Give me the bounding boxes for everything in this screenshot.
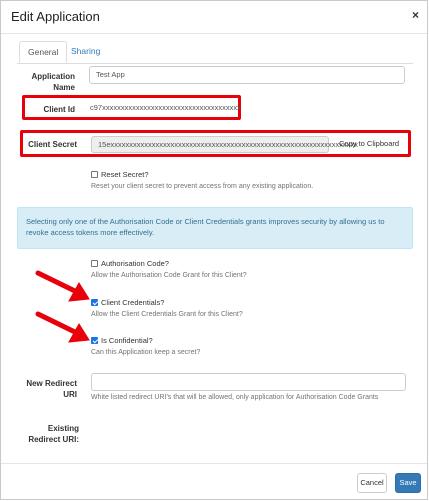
redirect-uri-label: New Redirect URI [26,379,77,399]
client-id-label: Client Id [43,105,75,114]
save-button[interactable]: Save [395,473,421,493]
client-secret-label: Client Secret [28,140,77,149]
arrow-client-credentials [38,273,89,301]
confidential-label: Is Confidential? [101,336,153,345]
cancel-button[interactable]: Cancel [357,473,387,493]
app-name-label: Application Name [31,72,75,92]
app-name-input[interactable]: Test App [89,66,405,84]
copy-to-clipboard-button[interactable]: Copy to Clipboard [339,139,400,148]
reset-secret-help: Reset your client secret to prevent access from any existing application. [91,183,314,190]
reset-secret-label: Reset Secret? [101,170,149,179]
redirect-uri-input[interactable] [91,373,406,391]
existing-redirect-label: Existing Redirect URI: [28,424,79,444]
security-info-alert: Selecting only one of the Authorisation Code or Client Credentials grants improves security by allowing us to revoke access tokens more effectively. [17,207,413,249]
client-id-value: c97xxxxxxxxxxxxxxxxxxxxxxxxxxxxxxxxxxxxx [85,99,235,115]
dialog-footer-divider [1,463,427,464]
auth-code-label: Authorisation Code? [101,259,169,268]
client-credentials-help: Allow the Client Credentials Grant for this Client? [91,311,243,318]
client-secret-input[interactable]: 15exxxxxxxxxxxxxxxxxxxxxxxxxxxxxxxxxxxxxxxxxxxxxxxxxxxxxxxxxxxxxxxxxx [91,136,329,153]
dialog-title: Edit Application [11,9,100,24]
close-icon[interactable]: × [411,8,419,22]
redirect-uri-help: White listed redirect URI's that will be allowed, only application for Authorisation Code Grants [91,394,379,401]
client-credentials-label: Client Credentials? [101,298,165,307]
arrow-is-confidential [38,314,89,342]
confidential-help: Can this Application keep a secret? [91,349,201,356]
tab-general[interactable]: General [19,41,67,63]
auth-code-help: Allow the Authorisation Code Grant for this Client? [91,272,247,279]
tab-sharing[interactable]: Sharing [71,46,101,56]
